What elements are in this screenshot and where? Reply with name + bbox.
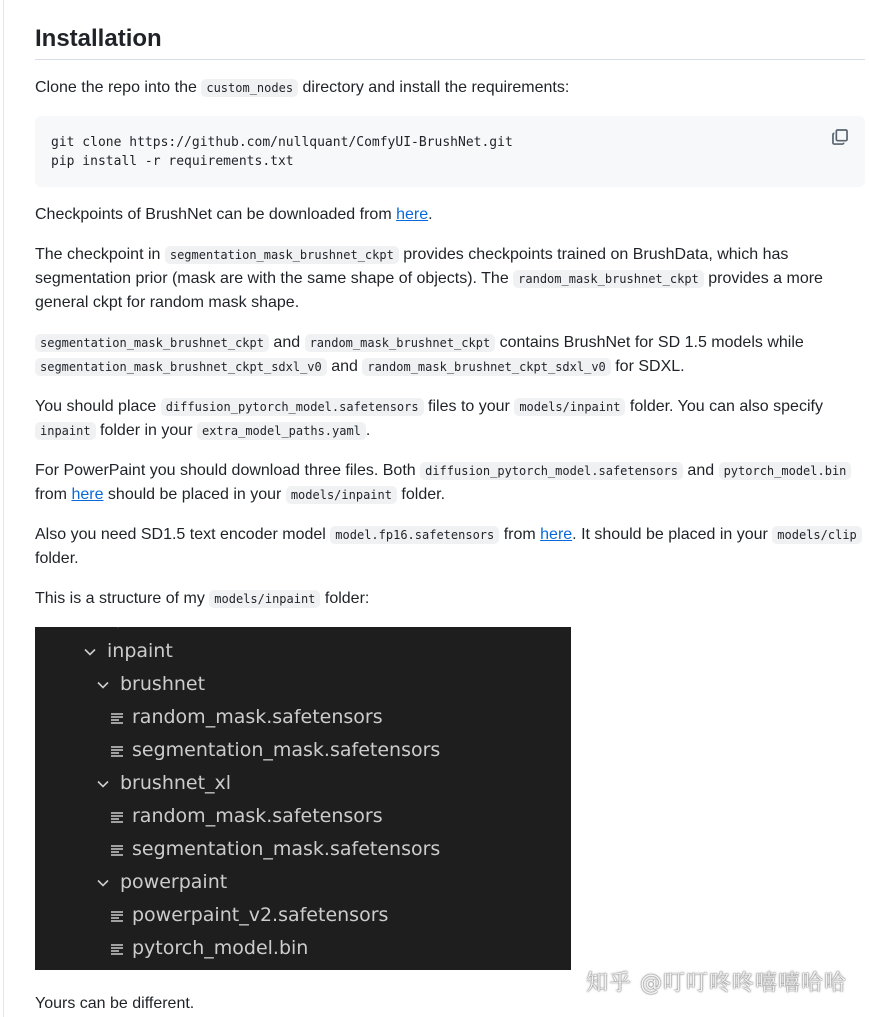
powerpaint-here-link[interactable]: here bbox=[71, 486, 104, 503]
inline-code: segmentation_mask_brushnet_ckpt bbox=[165, 246, 399, 264]
inline-code: inpaint bbox=[35, 422, 96, 440]
inline-code: diffusion_pytorch_model.safetensors bbox=[420, 462, 683, 480]
inline-code: models/inpaint bbox=[286, 486, 397, 504]
file-lines-icon bbox=[110, 711, 124, 725]
closing-note: Yours can be different. bbox=[35, 995, 195, 1012]
inline-code: diffusion_pytorch_model.safetensors bbox=[161, 398, 424, 416]
file-lines-icon bbox=[110, 744, 124, 758]
folder-structure-screenshot bbox=[35, 627, 571, 970]
tree-folder-powerpaint[interactable]: powerpaint bbox=[96, 866, 227, 899]
file-lines-icon bbox=[110, 843, 124, 857]
chevron-down-icon bbox=[96, 777, 110, 791]
tree-file[interactable]: segmentation_mask.safetensors bbox=[110, 734, 440, 767]
zhihu-watermark: 知乎 @叮叮咚咚嘻嘻哈哈 bbox=[586, 971, 847, 996]
copy-icon bbox=[831, 128, 849, 146]
inline-code: models/clip bbox=[772, 526, 861, 544]
file-lines-icon bbox=[110, 909, 124, 923]
clone-instructions: Clone the repo into the custom_nodes directory and install the requirements: bbox=[35, 79, 570, 96]
file-lines-icon bbox=[110, 942, 124, 956]
inline-code: model.fp16.safetensors bbox=[330, 526, 499, 544]
placement-paragraph: You should place diffusion_pytorch_model.safetensors files to your models/inpaint folder. You can also specify inpaint folder in your extra_model_paths.yaml . bbox=[35, 398, 823, 439]
inline-code: segmentation_mask_brushnet_ckpt bbox=[35, 334, 269, 352]
checkpoints-here-link[interactable]: here bbox=[396, 206, 429, 223]
model-versions-paragraph: segmentation_mask_brushnet_ckpt and random_mask_brushnet_ckpt contains BrushNet for SD 1.5 models while segmentation_mask_brushnet_ckpt_sdxl_v0 and random_mask_brushnet_ckpt_sdxl_v0 for SDXL. bbox=[35, 331, 865, 379]
inline-code: random_mask_brushnet_ckpt_sdxl_v0 bbox=[362, 358, 610, 376]
structure-intro: This is a structure of my models/inpaint folder: bbox=[35, 590, 370, 607]
code-line-clone: git clone https://github.com/nullquant/ComfyUI-BrushNet.git bbox=[51, 135, 513, 150]
inline-code: pytorch_model.bin bbox=[719, 462, 852, 480]
installation-heading: Installation bbox=[35, 26, 865, 60]
inline-code: models/inpaint bbox=[209, 590, 320, 608]
chevron-down-icon bbox=[111, 627, 125, 631]
install-code-block bbox=[35, 116, 865, 187]
inline-code: extra_model_paths.yaml bbox=[197, 422, 366, 440]
checkpoints-paragraph: Checkpoints of BrushNet can be downloaded from here. bbox=[35, 206, 433, 223]
chevron-down-icon bbox=[96, 876, 110, 890]
inline-code: segmentation_mask_brushnet_ckpt_sdxl_v0 bbox=[35, 358, 327, 376]
text-encoder-paragraph: Also you need SD1.5 text encoder model model.fp16.safetensors from here. It should be placed in your models/clip folder. bbox=[35, 523, 865, 571]
text-encoder-here-link[interactable]: here bbox=[540, 526, 573, 543]
checkpoint-description: The checkpoint in segmentation_mask_brushnet_ckpt provides checkpoints trained on BrushData, which has segmentation prior (mask are with the same shape of objects). The random_mask_brushnet_ckpt provides a more general ckpt for random mask shape. bbox=[35, 246, 823, 311]
inline-code: random_mask_brushnet_ckpt bbox=[305, 334, 496, 352]
chevron-down-icon bbox=[96, 678, 110, 692]
tree-folder-brushnet[interactable]: brushnet bbox=[96, 668, 205, 701]
code-text bbox=[51, 133, 849, 171]
tree-file[interactable]: random_mask.safetensors bbox=[110, 800, 383, 833]
copy-button[interactable] bbox=[831, 128, 851, 148]
inline-code: random_mask_brushnet_ckpt bbox=[513, 270, 704, 288]
tree-file[interactable]: random_mask.safetensors bbox=[110, 701, 383, 734]
inline-code: custom_nodes bbox=[201, 79, 298, 97]
powerpaint-paragraph: For PowerPaint you should download three files. Both diffusion_pytorch_model.safetensors and pytorch_model.bin from here should be placed in your models/inpaint folder. bbox=[35, 459, 865, 507]
left-border bbox=[3, 0, 4, 1017]
file-lines-icon bbox=[110, 810, 124, 824]
chevron-down-icon bbox=[83, 645, 97, 659]
tree-file[interactable]: segmentation_mask.safetensors bbox=[110, 833, 440, 866]
tree-file[interactable]: pytorch_model.bin bbox=[110, 932, 308, 965]
code-line-pip: pip install -r requirements.txt bbox=[51, 154, 294, 169]
tree-file[interactable]: powerpaint_v2.safetensors bbox=[110, 899, 388, 932]
inline-code: models/inpaint bbox=[514, 398, 625, 416]
tree-folder-inpaint[interactable]: inpaint bbox=[83, 635, 173, 668]
tree-folder-brushnet-xl[interactable]: brushnet_xl bbox=[96, 767, 231, 800]
